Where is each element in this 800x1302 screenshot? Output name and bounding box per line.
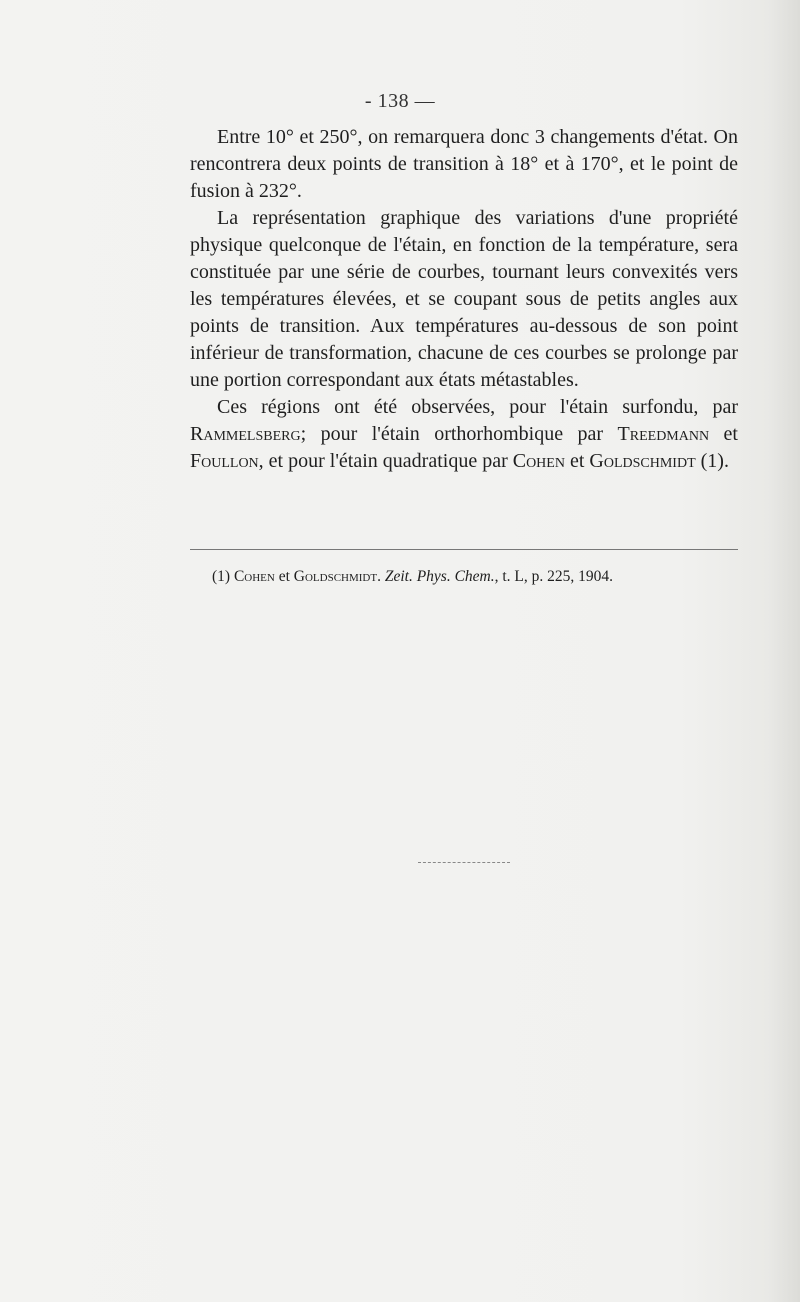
footnote-text: .	[377, 568, 385, 585]
footnote-marker: (1)	[212, 568, 234, 585]
paragraph-3-text: et	[564, 450, 590, 472]
author-name: Treedmann	[617, 423, 710, 445]
end-mark	[418, 862, 510, 863]
body-text	[190, 124, 738, 475]
footnote-text: et	[274, 568, 294, 585]
paragraph-3-text: et	[709, 423, 738, 445]
author-name: Rammelsberg	[190, 423, 301, 445]
page-number: - 138 —	[364, 90, 436, 112]
footnote-journal: Zeit. Phys. Chem.	[384, 568, 495, 585]
footnote-separator	[190, 549, 738, 550]
footnote	[212, 567, 752, 587]
paragraph-3-text: , et pour l'étain quadratique par	[258, 450, 513, 472]
author-name: Goldschmidt	[589, 450, 696, 472]
author-name: Foullon	[190, 450, 259, 472]
footnote-author: Goldschmidt	[293, 568, 378, 585]
paragraph-3-text: Ces régions ont été observées, pour l'étain surfondu, par	[217, 396, 738, 418]
paragraph-2: La représentation graphique des variations d'une propriété physique quelconque de l'étain, en fonction de la température, sera constituée par une série de courbes, tournant leurs convexités vers les températures élevées, et se coupant sous de petits angles aux points de transition. Aux températures au-dessous de son point inférieur de transformation, chacune de ces courbes se prolonge par une portion correspondant aux états métastables.	[190, 207, 738, 391]
footnote-text: , t. L, p. 225, 1904.	[494, 568, 614, 585]
paragraph-1: Entre 10° et 250°, on remarquera donc 3 changements d'état. On rencontrera deux points de transition à 18° et à 170°, et le point de fusion à 232°.	[190, 126, 738, 202]
paragraph-3-text: ; pour l'étain orthorhombique par	[300, 423, 618, 445]
author-name: Cohen	[512, 450, 565, 472]
paragraph-3	[190, 394, 738, 475]
paragraph-3-text: (1).	[695, 450, 729, 472]
footnote-author: Cohen	[233, 568, 275, 585]
